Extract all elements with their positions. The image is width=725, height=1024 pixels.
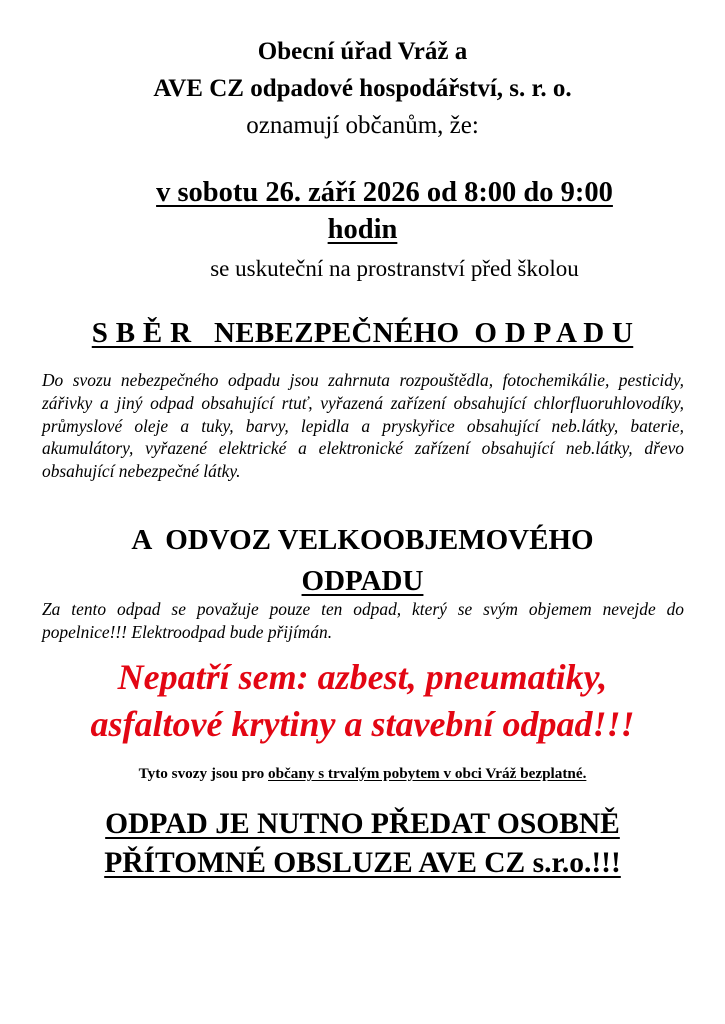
note-prefix: Tyto svozy jsou pro bbox=[138, 765, 269, 782]
place-line: se uskuteční na prostranství před školou bbox=[210, 256, 579, 281]
warning-line-1: Nepatří sem: azbest, pneumatiky, bbox=[117, 657, 608, 697]
bulky-title-line-1: A ODVOZ VELKOOBJEMOVÉHO bbox=[131, 524, 594, 556]
hazardous-text: Do svozu nebezpečného odpadu jsou zahrnuta rozpouštědla, fotochemikálie, pesticidy, zářivky a jiný odpad obsahující rtuť, vyřazená zařízení obsahující chlorfluoruhlovodíky, průmyslové oleje a tuky, barvy, lepidla a pryskyřice obsahující neb.látky, baterie, akumulátory, vyřazené elektrické a elektronické zařízení obsahující neb.látky, dřevo obsahující nebezpečné látky. bbox=[42, 370, 684, 482]
warning-line-2: asfaltové krytiny a stavební odpad!!! bbox=[90, 704, 635, 744]
hazardous-title: S B Ě R NEBEZPEČNÉHO O D P A D U bbox=[91, 317, 634, 349]
free-of-charge-note bbox=[0, 764, 725, 784]
date-line-1: v sobotu 26. září 2026 od 8:00 do 9:00 bbox=[156, 177, 613, 208]
header-line-3: oznamují občanům, že: bbox=[246, 112, 479, 139]
note-underlined: občany s trvalým pobytem v obci Vráž bezplatné. bbox=[268, 765, 587, 782]
header-line-2: AVE CZ odpadové hospodářství, s. r. o. bbox=[153, 75, 572, 102]
bulky-title-line-2: ODPADU bbox=[301, 565, 424, 597]
date-line-2: hodin bbox=[327, 214, 398, 245]
footer-line-2: PŘÍTOMNÉ OBSLUZE AVE CZ s.r.o.!!! bbox=[104, 847, 621, 879]
footer-line-1: ODPAD JE NUTNO PŘEDAT OSOBNĚ bbox=[105, 808, 620, 840]
bulky-text: Za tento odpad se považuje pouze ten odpad, který se svým objemem nevejde do popelnice!!! Elektroodpad bude přijímán. bbox=[42, 599, 684, 642]
header-line-1: Obecní úřad Vráž a bbox=[257, 38, 468, 65]
